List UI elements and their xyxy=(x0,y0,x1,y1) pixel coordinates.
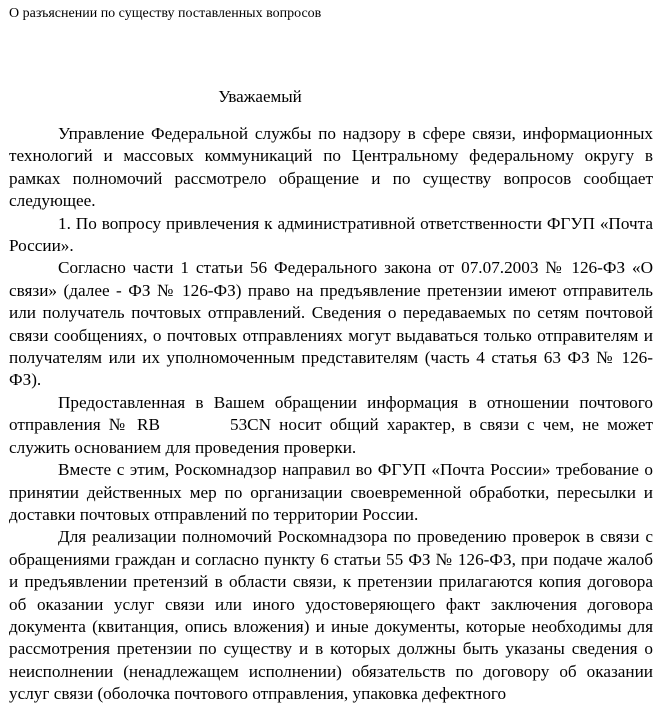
letter-greeting: Уважаемый xyxy=(218,87,302,106)
paragraph-item-1: 1. По вопросу привлечения к административной ответственности ФГУП «Почта России». xyxy=(9,213,653,256)
letter-body xyxy=(9,123,653,706)
tracking-text-after: 53CN носит общий характер, в связи с чем, не может служить основанием для проведения проверки. xyxy=(9,415,653,457)
paragraph-intro: Управление Федеральной службы по надзору в сфере связи, информационных технологий и массовых коммуникаций по Центральному федеральному округу в рамках полномочий рассмотрело обращение и по существу вопросов сообщает следующее. xyxy=(9,124,653,211)
paragraph-claim-requirements: Для реализации полномочий Роскомнадзора по проведению проверок в связи с обращениями граждан и согласно пункту 6 статьи 55 ФЗ № 126-ФЗ, при подаче жалоб и предъявлении претензий в области связи, к претензии прилагаются копия договора об оказании услуг связи или иного удостоверяющего факт заключения договора документа (квитанция, опись вложения) и иные документы, которые необходимы для рассмотрения претензии по существу и в которых должны быть указаны сведения о неисполнении (ненадлежащем исполнении) обязательств по договору об оказании услуг связи (оболочка почтового отправления, упаковка дефектного xyxy=(9,527,653,704)
paragraph-tracking-info xyxy=(9,392,653,459)
paragraph-law-reference: Согласно части 1 статьи 56 Федерального закона от 07.07.2003 № 126-ФЗ «О связи» (далее - ФЗ № 126-ФЗ) право на предъявление претензии имеют отправитель или получатель почтовых отправлений. Сведения о передаваемых по сетям почтовой связи сообщениях, о почтовых отправлениях могут выдаваться только отправителям и получателям или их уполномоченным представителям (часть 4 статья 63 ФЗ № 126-ФЗ). xyxy=(9,258,653,390)
tracking-text-before: Предоставленная в Вашем обращении информация в отношении почтового отправления № RB xyxy=(9,392,653,435)
letter-subject: О разъяснении по существу поставленных вопросов xyxy=(9,6,322,21)
paragraph-roskomnadzor-action: Вместе с этим, Роскомнадзор направил во ФГУП «Почта России» требование о принятии действенных мер по организации своевременной обработки, пересылки и доставки почтовых отправлений по территории России. xyxy=(9,460,653,524)
